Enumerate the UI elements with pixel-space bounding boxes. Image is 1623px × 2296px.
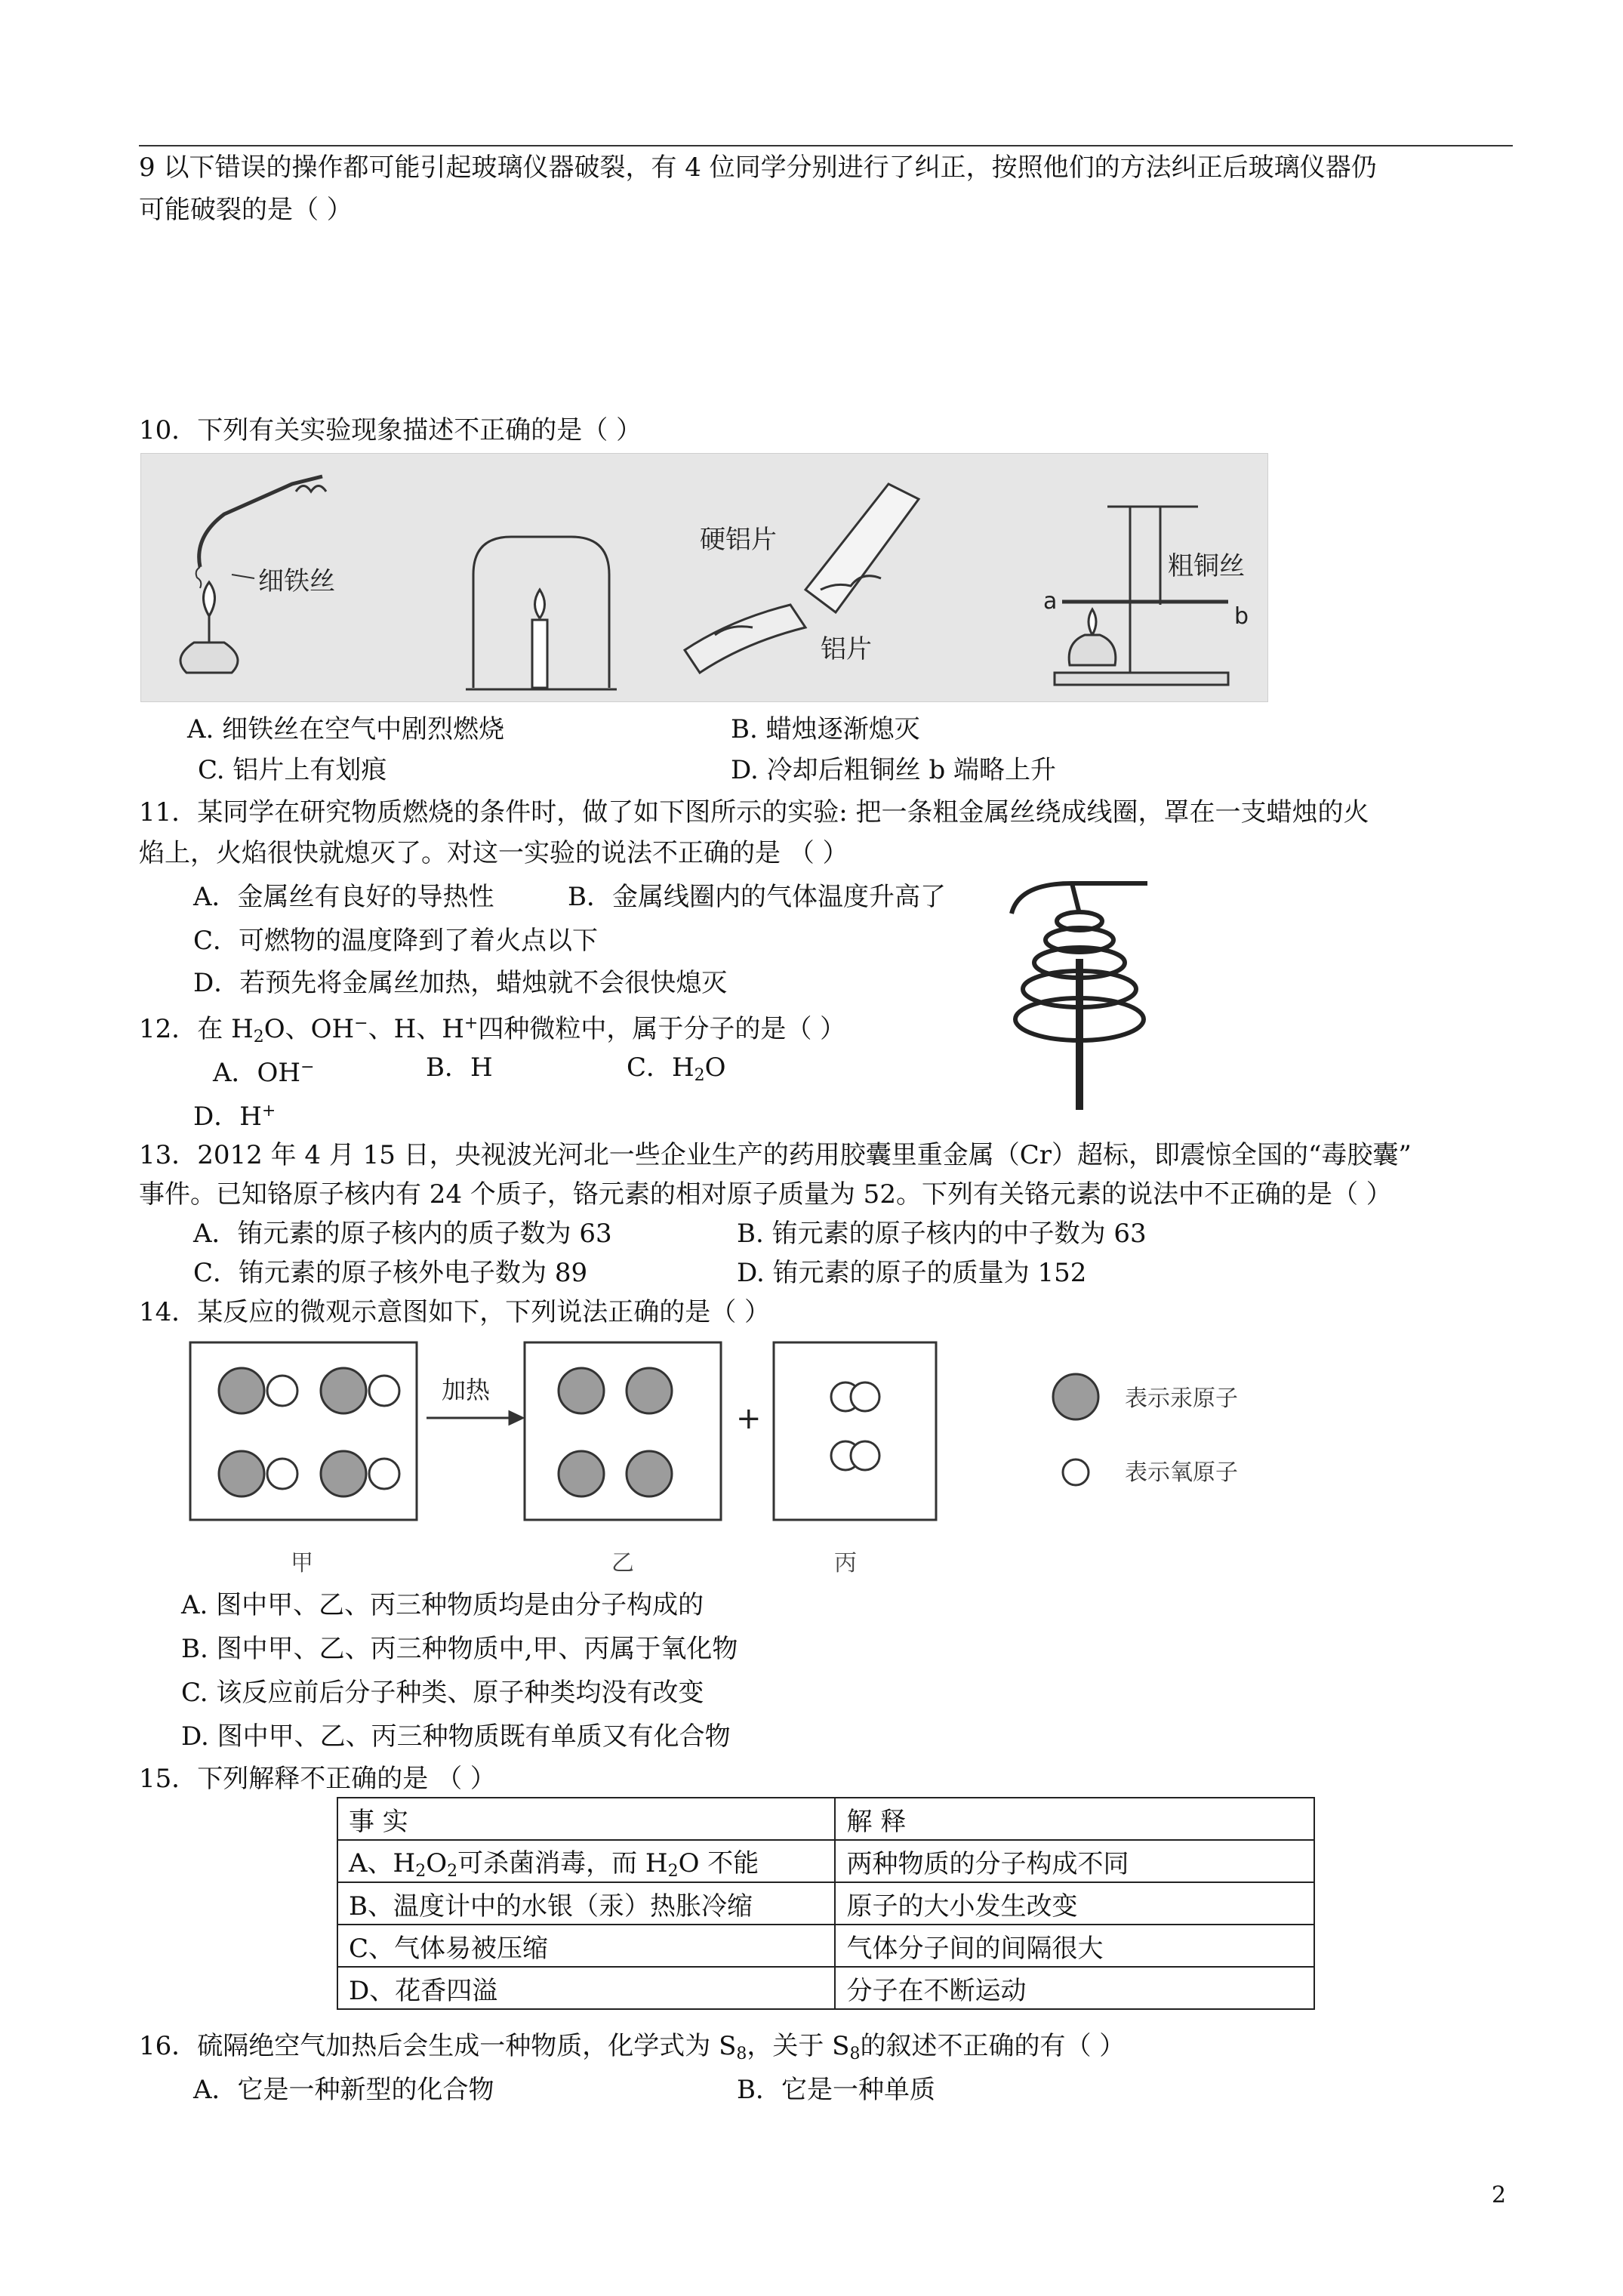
fact-cell: C、气体易被压缩 <box>337 1925 835 1967</box>
q11-option-d: D．若预先将金属丝加热，蜡烛就不会很快熄灭 <box>193 968 728 998</box>
q11-line1: 11．某同学在研究物质燃烧的条件时，做了如下图所示的实验: 把一条粗金属丝绕成线圈，罩在一支蜡烛的火 <box>139 797 1369 827</box>
aluminium-plates-icon <box>685 484 919 673</box>
q11-line2: 焰上，火焰很快就熄灭了。对这一实验的说法不正确的是 （ ） <box>139 838 848 868</box>
q15-stem: 15．下列解释不正确的是 （ ） <box>139 1764 496 1794</box>
label-yi: 乙 <box>611 1550 634 1576</box>
arrow-label: 加热 <box>442 1376 491 1404</box>
explanation-cell: 两种物质的分子构成不同 <box>835 1840 1314 1882</box>
q14-option-b: B. 图中甲、乙、丙三种物质中,甲、丙属于氧化物 <box>181 1634 738 1664</box>
q11-option-a: A．金属丝有良好的导热性 <box>193 882 494 912</box>
metal-coil-icon <box>1004 868 1155 1117</box>
q14-option-d: D. 图中甲、乙、丙三种物质既有单质又有化合物 <box>181 1721 731 1752</box>
label-al: 铝片 <box>821 634 872 664</box>
q10-option-a: A. 细铁丝在空气中剧烈燃烧 <box>187 714 505 744</box>
q13-option-b: B. 铕元素的原子核内的中子数为 63 <box>737 1219 1147 1249</box>
q13-line2: 事件。已知铬原子核内有 24 个质子，铬元素的相对原子质量为 52。下列有关铬元素的说法中不正确的是（ ） <box>139 1179 1392 1210</box>
q13-line1: 13．2012 年 4 月 15 日，央视波光河北一些企业生产的药用胶囊里重金属（Cr）超标，即震惊全国的“毒胶囊” <box>139 1140 1412 1170</box>
q10-figure <box>140 453 1268 702</box>
q14-option-a: A. 图中甲、乙、丙三种物质均是由分子构成的 <box>181 1590 704 1620</box>
table-row <box>337 1882 1314 1925</box>
legend-oxygen: 表示氧原子 <box>1125 1459 1238 1486</box>
plus-sign: + <box>736 1401 762 1436</box>
legend-mercury: 表示汞原子 <box>1125 1385 1238 1412</box>
q10-figure-drawing <box>141 454 1267 701</box>
label-iron-wire: 细铁丝 <box>258 566 335 596</box>
q12-option-d: D．H+ <box>193 1102 276 1132</box>
table-row <box>337 1967 1314 2009</box>
q10-stem: 10．下列有关实验现象描述不正确的是（ ） <box>139 415 642 445</box>
box-bing <box>774 1342 936 1520</box>
q9-line1: 9 以下错误的操作都可能引起玻璃仪器破裂，有 4 位同学分别进行了纠正，按照他们的方法纠正后玻璃仪器仍 <box>139 153 1377 183</box>
q10-option-d: D. 冷却后粗铜丝 b 端略上升 <box>731 755 1057 785</box>
header-rule <box>139 145 1513 146</box>
q13-option-d: D. 铕元素的原子的质量为 152 <box>737 1258 1087 1288</box>
fact-cell: D、花香四溢 <box>337 1967 835 2009</box>
q11-option-c: C．可燃物的温度降到了着火点以下 <box>193 926 599 956</box>
copper-wire-stand-icon <box>1055 507 1228 685</box>
q12-option-c: C．$H_2O$ <box>627 1052 726 1085</box>
fact-cell: A、$H_2O_2$可杀菌消毒，而 $H_2O$ 不能 <box>337 1840 835 1882</box>
explanation-cell: 分子在不断运动 <box>835 1967 1314 2009</box>
header-fact: 事 实 <box>337 1798 835 1840</box>
explanation-cell: 气体分子间的间隔很大 <box>835 1925 1314 1967</box>
table-row <box>337 1925 1314 1967</box>
q14-option-c: C. 该反应前后分子种类、原子种类均没有改变 <box>181 1678 704 1708</box>
q16-stem: 16．硫隔绝空气加热后会生成一种物质，化学式为 $S_8$，关于 $S_8$的叙述不正确的有（ ） <box>139 2031 1126 2063</box>
label-jia: 甲 <box>291 1550 313 1576</box>
candle-jar-icon <box>466 537 617 689</box>
label-b: b <box>1234 603 1249 630</box>
explanation-cell: 原子的大小发生改变 <box>835 1882 1314 1925</box>
q12-option-a: A．OH− <box>213 1058 315 1088</box>
box-jia <box>190 1342 417 1520</box>
q14-stem: 14．某反应的微观示意图如下，下列说法正确的是（ ） <box>139 1297 771 1327</box>
q12-option-b: B．H <box>426 1052 493 1083</box>
q9-line2: 可能破裂的是（ ） <box>139 195 353 225</box>
q10-option-b: B. 蜡烛逐渐熄灭 <box>731 714 920 744</box>
table-header-row <box>337 1798 1314 1840</box>
table-row <box>337 1840 1314 1882</box>
q12-stem: 12．在 $H_2O$、OH−、H、H+四种微粒中，属于分子的是（ ） <box>139 1014 846 1046</box>
header-explanation: 解 释 <box>835 1798 1314 1840</box>
q16-option-b: B．它是一种单质 <box>737 2075 935 2105</box>
box-yi <box>525 1342 721 1520</box>
label-bing: 丙 <box>834 1550 857 1576</box>
q15-table <box>337 1797 1315 2010</box>
label-hard-al: 硬铝片 <box>700 525 777 555</box>
page-number: 2 <box>1492 2182 1507 2208</box>
fact-cell: B、温度计中的水银（汞）热胀冷缩 <box>337 1882 835 1925</box>
label-a: a <box>1043 588 1058 615</box>
q11-option-b: B．金属线圈内的气体温度升高了 <box>568 882 946 912</box>
q14-reaction-diagram <box>181 1329 1298 1586</box>
q16-option-a: A．它是一种新型的化合物 <box>193 2075 494 2105</box>
q13-option-a: A．铕元素的原子核内的质子数为 63 <box>193 1219 612 1249</box>
label-copper: 粗铜丝 <box>1168 551 1245 581</box>
q13-option-c: C．铕元素的原子核外电子数为 89 <box>193 1258 588 1288</box>
q10-option-c: C. 铝片上有划痕 <box>198 755 387 785</box>
